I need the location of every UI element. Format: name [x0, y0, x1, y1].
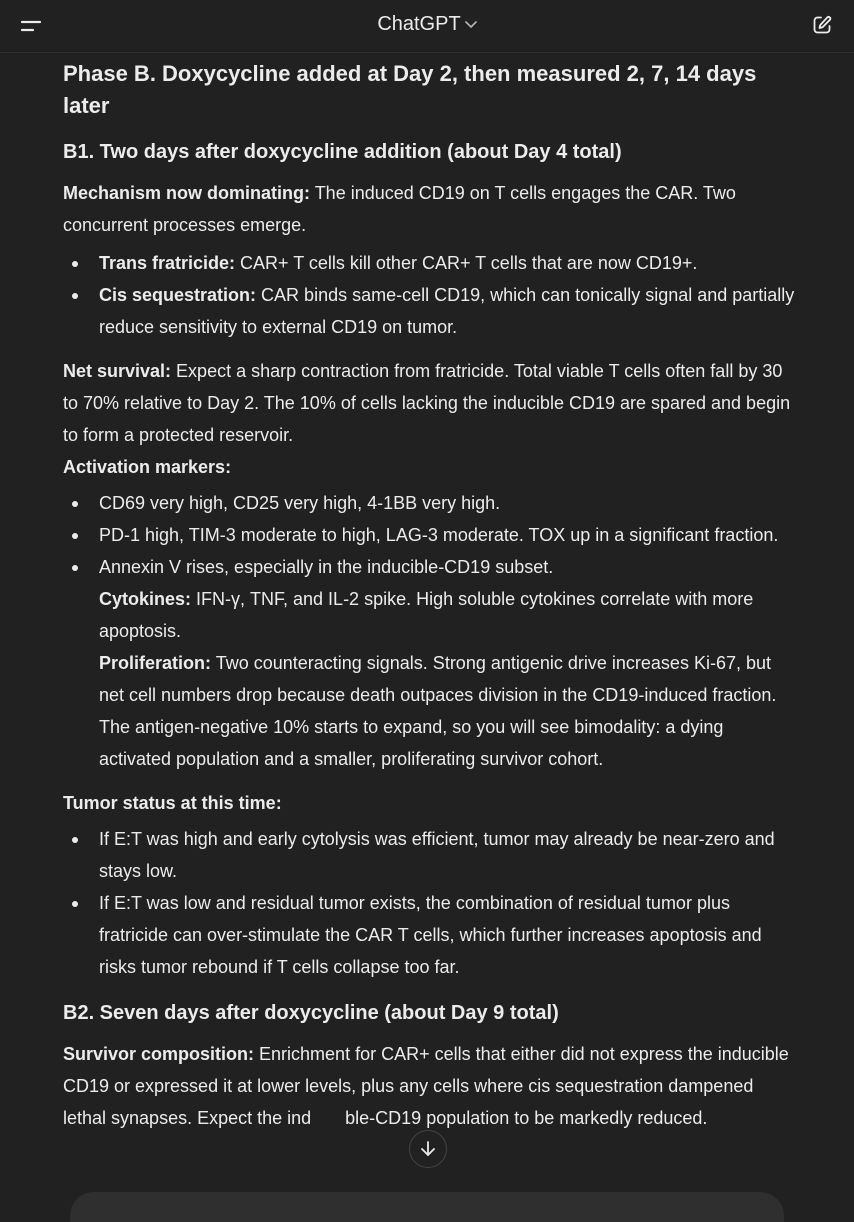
edit-icon[interactable]: [812, 15, 832, 35]
b2-heading: B2. Seven days after doxycycline (about Day 9 total): [63, 1002, 559, 1024]
message-content: [63, 58, 798, 1140]
top-bar: [0, 0, 854, 53]
bullet-text: PD-1 high, TIM-3 moderate to high, LAG-3 moderate. TOX up in a significant fraction.: [99, 525, 779, 545]
survivor-label: Survivor composition:: [63, 1044, 255, 1064]
list-item: [63, 247, 798, 279]
bullet-dot: [72, 901, 78, 907]
chevron-down-icon: [465, 12, 477, 35]
activation-label: Activation markers:: [63, 457, 232, 477]
survivor-paragraph: [63, 1038, 798, 1134]
bullet-dot: [72, 837, 78, 843]
b1-heading: B1. Two days after doxycycline addition (about Day 4 total): [63, 141, 622, 163]
model-selector[interactable]: [0, 13, 854, 36]
scroll-to-bottom-button[interactable]: [409, 1130, 447, 1168]
tumor-label: Tumor status at this time:: [63, 793, 282, 813]
phase-heading: Phase B. Doxycycline added at Day 2, then measured 2, 7, 14 days later: [63, 61, 757, 118]
bullet-text: Annexin V rises, especially in the inducible-CD19 subset.: [99, 557, 554, 577]
app-title: ChatGPT: [377, 13, 461, 35]
bullet-text: If E:T was low and residual tumor exists, the combination of residual tumor plus fratricide can over-stimulate the CAR T cells, which further increases apoptosis and risks tumor rebound if T cells collapse too far.: [99, 893, 762, 977]
bullet-text: CAR binds same-cell CD19, which can tonically signal and partially reduce sensitivity to external CD19 on tumor.: [99, 285, 795, 337]
mechanism-label: Mechanism now dominating:: [63, 183, 311, 203]
cytokines-line: [63, 583, 798, 647]
list-item: [63, 487, 798, 519]
bullet-text: If E:T was high and early cytolysis was efficient, tumor may already be near-zero and stays low.: [99, 829, 775, 881]
net-survival-label: Net survival:: [63, 361, 172, 381]
bullet-dot: [72, 293, 78, 299]
survivor-text-end: ble-CD19 population to be markedly reduced.: [345, 1108, 708, 1128]
cytokines-label: Cytokines:: [99, 589, 192, 609]
bullet-text: CAR+ T cells kill other CAR+ T cells that are now CD19+.: [235, 253, 698, 273]
mechanism-paragraph: [63, 177, 798, 241]
arrow-down-icon: [418, 1139, 438, 1159]
list-item: [63, 279, 798, 343]
activation-list: [63, 487, 798, 583]
net-survival-paragraph: [63, 355, 798, 451]
survivor-text-start: Enrichment for CAR+ cells that either did not express the inducible CD19 or expressed it at lower levels, plus any cells where cis sequestration dampened lethal synapses. Expect the ind: [63, 1044, 789, 1128]
bullet-dot: [72, 261, 78, 267]
bullet-label: Trans fratricide:: [99, 253, 236, 273]
list-item: [63, 551, 798, 583]
mechanism-list: [63, 247, 798, 343]
list-item: [63, 519, 798, 551]
bullet-dot: [72, 565, 78, 571]
net-survival-text: Expect a sharp contraction from fratricide. Total viable T cells often fall by 30 to 70% relative to Day 2. The 10% of cells lacking the inducible CD19 are spared and begin to form a protected reservoir.: [63, 361, 791, 445]
cytokines-text: IFN-γ, TNF, and IL-2 spike. High soluble cytokines correlate with more apoptosis.: [99, 589, 754, 641]
composer-box[interactable]: [70, 1192, 784, 1222]
tumor-list: [63, 823, 798, 983]
proliferation-line: [63, 647, 798, 775]
bullet-dot: [72, 501, 78, 507]
list-item: [63, 823, 798, 887]
bullet-text: CD69 very high, CD25 very high, 4-1BB very high.: [99, 493, 501, 513]
activation-heading: [63, 451, 798, 483]
bullet-dot: [72, 533, 78, 539]
proliferation-text: Two counteracting signals. Strong antigenic drive increases Ki-67, but net cell numbers drop because death outpaces division in the CD19-induced fraction. The antigen-negative 10% starts to expand, so you will see bimodality: a dying activated population and a smaller, proliferating survivor cohort.: [99, 653, 777, 769]
tumor-heading: [63, 787, 798, 819]
proliferation-label: Proliferation:: [99, 653, 212, 673]
list-item: [63, 887, 798, 983]
bullet-label: Cis sequestration:: [99, 285, 257, 305]
mechanism-text: The induced CD19 on T cells engages the CAR. Two concurrent processes emerge.: [63, 183, 736, 235]
